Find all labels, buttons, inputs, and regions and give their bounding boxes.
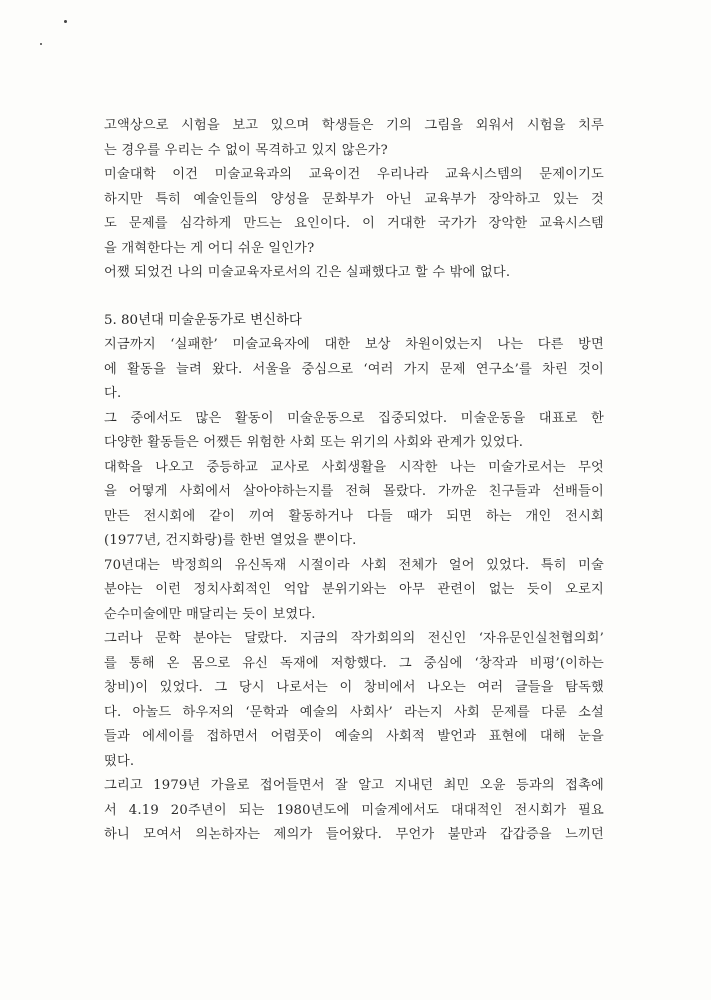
document-body bbox=[104, 114, 604, 848]
text-line: 도 문제를 심각하게 만드는 요인이다. 이 거대한 국가가 장악한 교육시스템 bbox=[104, 216, 604, 231]
text-line: 지금까지 ‘실패한’ 미술교육자에 대한 보상 차원이었는지 나는 다른 방면 bbox=[104, 337, 604, 352]
text-line: 만든 전시회에 같이 끼여 활동하거나 다들 때가 되면 하는 개인 전시회 bbox=[104, 508, 604, 524]
scan-speck bbox=[40, 43, 42, 45]
text-line: 미술대학 이건 미술교육과의 교육이건 우리나라 교육시스템의 문제이기도 bbox=[104, 167, 604, 182]
text-line: 분야는 이런 정치사회적인 억압 분위기와는 아무 관련이 없는 듯이 오로지 bbox=[104, 582, 604, 597]
section-gap bbox=[104, 286, 604, 309]
text-line: 을 개혁한다는 게 어디 쉬운 일인가? bbox=[104, 240, 315, 256]
text-line: 다. 아놀드 하우저의 ‘문학과 예술의 사회사’ 라는지 사회 문제를 다룬 소설 bbox=[104, 704, 604, 720]
text-line: 그 중에서도 많은 활동이 미술운동으로 집중되었다. 미술운동을 대표로 한 bbox=[104, 410, 604, 426]
text-line: 70년대는 박정희의 유신독재 시절이라 사회 전체가 얼어 있었다. 특히 미술 bbox=[104, 557, 604, 573]
text-line: 다양한 활동들은 어쨌든 위험한 사회 또는 위기의 사회와 관계가 있었다. bbox=[104, 435, 524, 450]
text-line: 창비)이 있었다. 그 당시 나로서는 이 창비에서 나오는 여러 글들을 탐독했 bbox=[104, 680, 604, 695]
section-heading: 5. 80년대 미술운동가로 변신하다 bbox=[104, 312, 302, 328]
text-line: 하지만 특히 예술인들의 양성을 문화부가 아닌 교육부가 장악하고 있는 것 bbox=[104, 191, 604, 207]
text-line: 어쨌 되었건 나의 미술교육자로서의 긴은 실패했다고 할 수 밖에 없다. bbox=[104, 265, 511, 280]
text-line: 대학을 나오고 중등하교 교사로 사회생활을 시작한 나는 미술가로서는 무엇 bbox=[104, 459, 604, 475]
text-line: 을 어떻게 사회에서 살아야하는지를 전혀 몰랐다. 가까운 친구들과 선배들이 bbox=[104, 484, 604, 499]
previous-section-text bbox=[104, 114, 604, 286]
text-line: (1977년, 건지화랑)를 한번 열었을 뿐이다. bbox=[104, 533, 357, 548]
text-line: 하니 모여서 의논하자는 제의가 들어왔다. 무언가 불만과 갑갑증을 느끼던 bbox=[104, 827, 604, 842]
text-line: 를 통해 온 몸으로 유신 독재에 저항했다. 그 중심에 ‘창작과 비평’(이하는 bbox=[104, 655, 604, 671]
text-line: 에 활동을 늘려 왔다. 서울을 중심으로 ‘여러 가지 문제 연구소’를 차린 것이 bbox=[104, 361, 604, 377]
text-line: 고액상으로 시험을 보고 있으며 학생들은 기의 그림을 외워서 시험을 치루 bbox=[104, 118, 604, 133]
text-line: 서 4.19 20주년이 되는 1980년도에 미술계에서도 대대적인 전시회가 필요 bbox=[104, 802, 604, 818]
text-line: 떴다. bbox=[104, 753, 135, 769]
text-line: 들과 에세이를 접하면서 어렴풋이 예술의 사회적 발언과 표현에 대해 눈을 bbox=[104, 729, 604, 744]
scan-speck bbox=[64, 20, 67, 23]
text-line: 그러나 문학 분야는 달랐다. 지금의 작가회의의 전신인 ‘자유문인실천협의회’ bbox=[104, 631, 604, 646]
text-line: 는 경우를 우리는 수 없이 목격하고 있지 않은가? bbox=[104, 142, 388, 158]
section-5-text bbox=[104, 333, 604, 848]
text-line: 그리고 1979년 가을로 접어들면서 잘 알고 지내던 최민 오윤 등과의 접촉에 bbox=[104, 778, 604, 793]
text-line: 순수미술에만 매달리는 듯이 보였다. bbox=[104, 606, 316, 622]
text-line: 다. bbox=[104, 386, 122, 401]
